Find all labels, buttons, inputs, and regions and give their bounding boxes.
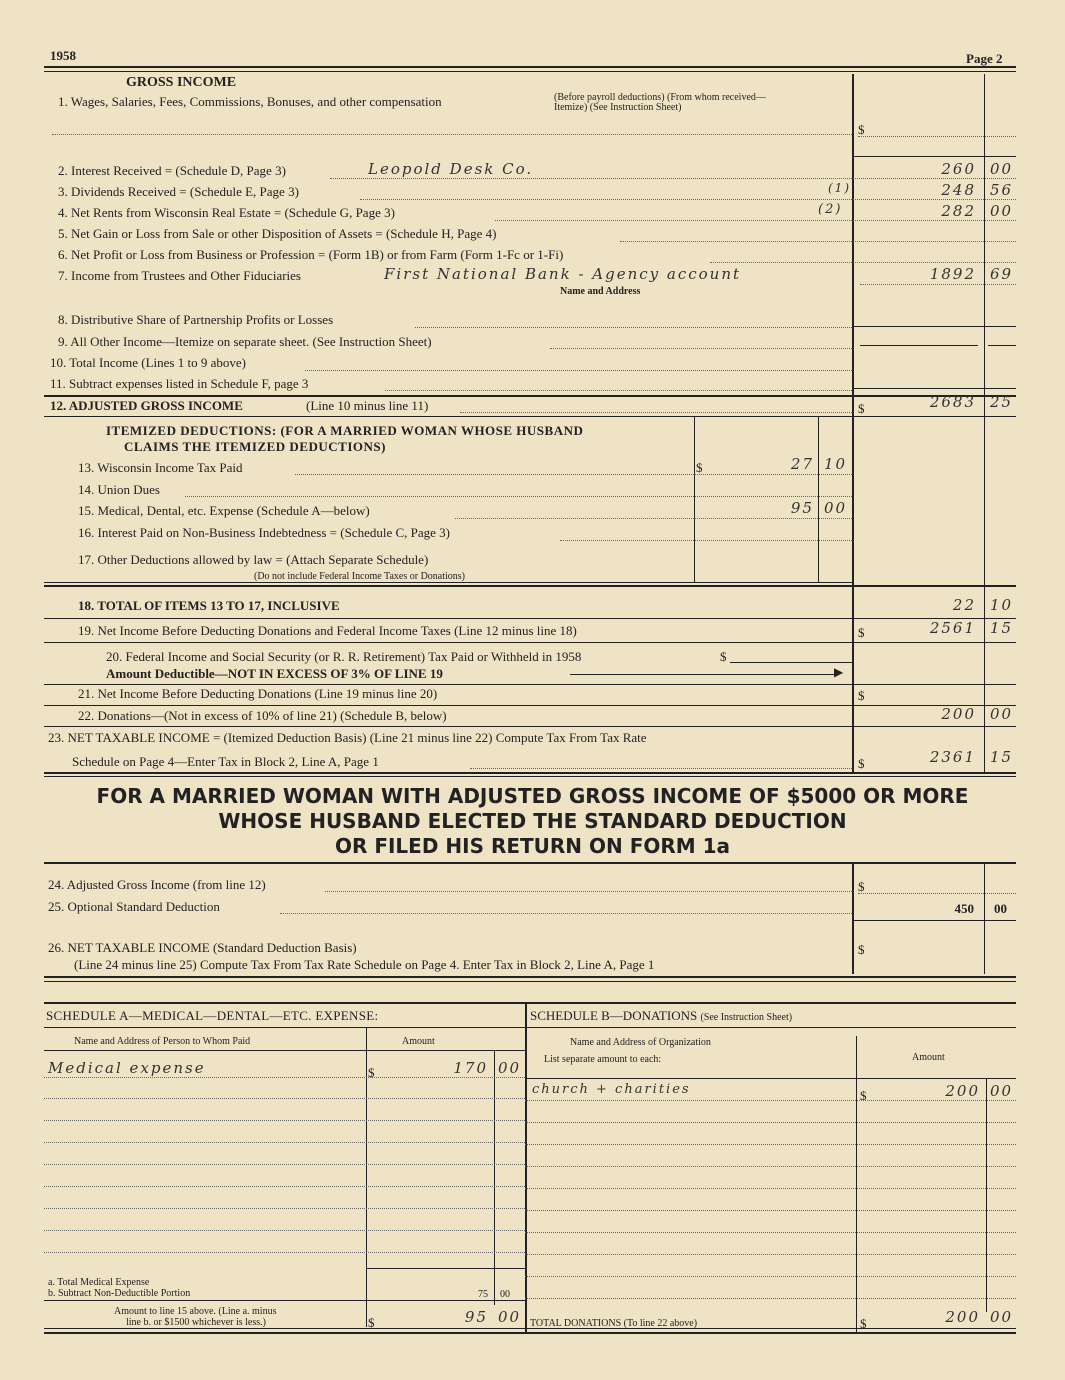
schedule-b-total-amount[interactable]: 200 bbox=[945, 1308, 980, 1326]
line-8-label: 8. Distributive Share of Partnership Profits or Losses bbox=[58, 312, 334, 327]
line-2-cents[interactable]: 00 bbox=[990, 160, 1014, 178]
schedule-a-row-1-amount[interactable]: 170 bbox=[453, 1059, 488, 1077]
schedule-b-total-cents[interactable]: 00 bbox=[990, 1308, 1014, 1326]
schedule-a-b-amount: 75 bbox=[478, 1289, 488, 1300]
line-23-amount[interactable]: 2361 bbox=[929, 748, 976, 766]
amount-column-divider bbox=[852, 74, 854, 774]
line-1-note: (Before payroll deductions) (From whom received— bbox=[554, 92, 766, 103]
schedule-a-row-1-cents[interactable]: 00 bbox=[498, 1059, 522, 1077]
line-3-amount[interactable]: 248 bbox=[941, 181, 976, 199]
schedule-a-total: a. Total Medical Expense bbox=[48, 1277, 150, 1288]
schedule-a-subtract: b. Subtract Non-Deductible Portion bbox=[48, 1288, 191, 1299]
schedule-b-row-1-amount[interactable]: 200 bbox=[945, 1082, 980, 1100]
line-3-label: 3. Dividends Received = (Schedule E, Page 3) bbox=[58, 184, 299, 199]
schedule-b-total-dollar: $ bbox=[860, 1316, 867, 1331]
line-12-cents[interactable]: 25 bbox=[990, 393, 1014, 411]
line-3-cents[interactable]: 56 bbox=[990, 181, 1014, 199]
schedule-a-final-dollar: $ bbox=[368, 1315, 375, 1330]
line-24-dollar: $ bbox=[858, 879, 865, 894]
line-13-label: 13. Wisconsin Income Tax Paid bbox=[78, 460, 243, 475]
line-18-amount[interactable]: 22 bbox=[952, 596, 976, 614]
arrow-right-icon: ▶ bbox=[834, 665, 844, 679]
schedule-a-b-cents: 00 bbox=[500, 1289, 510, 1300]
line-19-label: 19. Net Income Before Deducting Donations and Federal Income Taxes (Line 12 minus line 18) bbox=[78, 623, 577, 638]
line-2-amount[interactable]: 260 bbox=[941, 160, 976, 178]
schedule-a-col-name: Name and Address of Person to Whom Paid bbox=[74, 1036, 251, 1047]
schedule-b-total: TOTAL DONATIONS (To line 22 above) bbox=[530, 1318, 698, 1329]
schedule-b-row-1-dollar: $ bbox=[860, 1088, 867, 1103]
line-7-name-address-label: Name and Address bbox=[560, 286, 641, 297]
line-15-cents[interactable]: 00 bbox=[824, 499, 848, 517]
line-1-note-2: Itemize) (See Instruction Sheet) bbox=[554, 102, 682, 113]
married-banner-line-2: WHOSE HUSBAND ELECTED THE STANDARD DEDUCTION bbox=[218, 809, 847, 833]
line-7-cents[interactable]: 69 bbox=[990, 265, 1014, 283]
line-25-label: 25. Optional Standard Deduction bbox=[48, 899, 220, 914]
line-15-amount[interactable]: 95 bbox=[790, 499, 814, 517]
line-2-payer[interactable]: Leopold Desk Co. bbox=[368, 160, 534, 178]
line-20-dollar: $ bbox=[720, 649, 727, 664]
itemized-title-2: CLAIMS THE ITEMIZED DEDUCTIONS) bbox=[124, 439, 386, 454]
line-12-label: 12. ADJUSTED GROSS INCOME bbox=[50, 398, 243, 413]
line-18-label: 18. TOTAL OF ITEMS 13 TO 17, INCLUSIVE bbox=[78, 598, 340, 613]
line-19-cents[interactable]: 15 bbox=[990, 619, 1014, 637]
schedule-a-row-1-dollar: $ bbox=[368, 1065, 375, 1080]
schedule-b-row-1-cents[interactable]: 00 bbox=[990, 1082, 1014, 1100]
schedule-a-title: SCHEDULE A—MEDICAL—DENTAL—ETC. EXPENSE: bbox=[46, 1008, 379, 1023]
schedule-b-row-1-name[interactable]: church + charities bbox=[532, 1082, 691, 1097]
line-15-label: 15. Medical, Dental, etc. Expense (Schedule A—below) bbox=[78, 503, 370, 518]
line-4-cents[interactable]: 00 bbox=[990, 202, 1014, 220]
line-1-label: 1. Wages, Salaries, Fees, Commissions, Bonuses, and other compensation bbox=[58, 94, 442, 109]
line-13-cents[interactable]: 10 bbox=[824, 455, 848, 473]
line-3-mark: (1) bbox=[828, 181, 851, 195]
schedule-b-col-name: Name and Address of Organization bbox=[570, 1037, 711, 1048]
line-16-label: 16. Interest Paid on Non-Business Indebtedness = (Schedule C, Page 3) bbox=[78, 525, 450, 540]
line-20-deductible: Amount Deductible—NOT IN EXCESS OF 3% OF LINE 19 bbox=[106, 666, 443, 681]
schedule-a-amount-line-1: Amount to line 15 above. (Line a. minus bbox=[114, 1306, 277, 1317]
line-12-dollar: $ bbox=[858, 401, 865, 416]
line-19-amount[interactable]: 2561 bbox=[929, 619, 976, 637]
line-21-label: 21. Net Income Before Deducting Donations (Line 19 minus line 20) bbox=[78, 686, 438, 701]
line-13-dollar: $ bbox=[696, 460, 703, 475]
line-26-label: 26. NET TAXABLE INCOME (Standard Deduction Basis) bbox=[48, 940, 357, 955]
line-23-label: 23. NET TAXABLE INCOME = (Itemized Deduction Basis) (Line 21 minus line 22) Compute Tax From Tax Rate bbox=[48, 730, 647, 745]
line-25-amount: 450 bbox=[954, 901, 974, 916]
line-22-label: 22. Donations—(Not in excess of 10% of line 21) (Schedule B, below) bbox=[78, 708, 447, 723]
line-21-dollar: $ bbox=[858, 688, 865, 703]
line-5-label: 5. Net Gain or Loss from Sale or other Disposition of Assets = (Schedule H, Page 4) bbox=[58, 226, 497, 241]
line-4-mark: (2) bbox=[818, 202, 843, 217]
line-9-label: 9. All Other Income—Itemize on separate sheet. (See Instruction Sheet) bbox=[58, 334, 432, 349]
schedule-a-amount-line-2: line b. or $1500 whichever is less.) bbox=[126, 1317, 266, 1328]
cents-column-divider bbox=[984, 74, 985, 774]
schedule-a-col-amount: Amount bbox=[402, 1036, 435, 1047]
line-23-sub: Schedule on Page 4—Enter Tax in Block 2, Line A, Page 1 bbox=[72, 754, 379, 769]
line-2-label: 2. Interest Received = (Schedule D, Page 3) bbox=[58, 163, 286, 178]
gross-income-title: GROSS INCOME bbox=[126, 75, 237, 90]
line-7-fiduciary[interactable]: First National Bank - Agency account bbox=[384, 265, 742, 283]
line-4-label: 4. Net Rents from Wisconsin Real Estate = (Schedule G, Page 3) bbox=[58, 205, 395, 220]
line-10-label: 10. Total Income (Lines 1 to 9 above) bbox=[50, 355, 246, 370]
married-banner-line-3: OR FILED HIS RETURN ON FORM 1a bbox=[334, 834, 731, 858]
schedule-a-final-cents[interactable]: 00 bbox=[498, 1308, 522, 1326]
line-12-sub: (Line 10 minus line 11) bbox=[306, 398, 429, 413]
line-26-sub: (Line 24 minus line 25) Compute Tax From Tax Rate Schedule on Page 4. Enter Tax in Block 2, Line A, Page 1 bbox=[74, 957, 655, 972]
line-25-cents: 00 bbox=[994, 901, 1007, 916]
line-6-label: 6. Net Profit or Loss from Business or Profession = (Form 1B) or from Farm (Form 1-Fc or 1-Fi) bbox=[58, 247, 564, 262]
line-7-amount[interactable]: 1892 bbox=[929, 265, 976, 283]
line-19-dollar: $ bbox=[858, 625, 865, 640]
itemized-title-1: ITEMIZED DEDUCTIONS: (FOR A MARRIED WOMAN WHOSE HUSBAND bbox=[106, 423, 584, 438]
line-24-label: 24. Adjusted Gross Income (from line 12) bbox=[48, 877, 266, 892]
schedule-b-title: SCHEDULE B—DONATIONS (See Instruction Sheet) bbox=[530, 1008, 793, 1023]
line-20-label: 20. Federal Income and Social Security (or R. R. Retirement) Tax Paid or Withheld in 1958 bbox=[106, 649, 582, 664]
schedule-a-final-amount[interactable]: 95 bbox=[464, 1308, 488, 1326]
line-12-amount[interactable]: 2683 bbox=[929, 393, 976, 411]
schedule-b-col-amount: Amount bbox=[912, 1052, 945, 1063]
line-13-amount[interactable]: 27 bbox=[790, 455, 814, 473]
line-11-label: 11. Subtract expenses listed in Schedule F, page 3 bbox=[50, 376, 309, 391]
line-18-cents[interactable]: 10 bbox=[990, 596, 1014, 614]
line-17-sub: (Do not include Federal Income Taxes or Donations) bbox=[254, 571, 466, 582]
line-22-amount[interactable]: 200 bbox=[941, 705, 976, 723]
line-23-dollar: $ bbox=[858, 756, 865, 771]
married-banner-line-1: FOR A MARRIED WOMAN WITH ADJUSTED GROSS INCOME OF $5000 OR MORE bbox=[96, 784, 969, 808]
line-17-label: 17. Other Deductions allowed by law = (Attach Separate Schedule) bbox=[78, 552, 429, 567]
schedule-a-row-1-name[interactable]: Medical expense bbox=[48, 1059, 206, 1077]
line-1-dollar: $ bbox=[858, 122, 865, 137]
page-number: Page 2 bbox=[966, 51, 1003, 66]
line-4-amount[interactable]: 282 bbox=[941, 202, 976, 220]
line-14-label: 14. Union Dues bbox=[78, 482, 160, 497]
line-22-cents[interactable]: 00 bbox=[990, 705, 1014, 723]
schedule-b-col-sub: List separate amount to each: bbox=[544, 1054, 662, 1065]
line-7-label: 7. Income from Trustees and Other Fiduciaries bbox=[58, 268, 301, 283]
line-26-dollar: $ bbox=[858, 942, 865, 957]
line-23-cents[interactable]: 15 bbox=[990, 748, 1014, 766]
form-year: 1958 bbox=[50, 48, 76, 63]
